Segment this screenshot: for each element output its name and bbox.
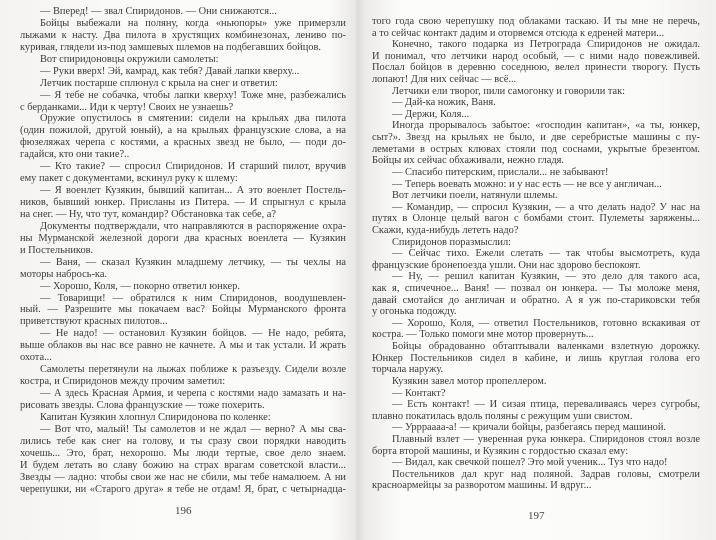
text-line: Летчик постарше сплюнул с крыла на снег и ответил:	[40, 77, 278, 89]
text-line: — Вот что, малый! Ты самолетов и не ждал — верно? А мы сва-	[40, 423, 346, 435]
text-line: ный. — Разрешите мы покачаем вас? Бойцы Мурманского фронта	[20, 304, 346, 316]
text-line: у огонька подожду.	[372, 306, 457, 318]
text-line: лыжами к насту. Два пилота в хрустящих комбинезонах, лениво по-	[20, 29, 346, 41]
paragraph	[372, 457, 700, 469]
paragraph	[372, 271, 700, 317]
paragraph	[372, 16, 700, 39]
text-line: Бойцы выбежали на поляну, когда «ньюпоры» уже примерзли	[40, 17, 346, 29]
paragraph	[20, 6, 346, 18]
text-line: плавно покатилась вдоль поляны с режущим уши свистом.	[372, 410, 633, 422]
paragraph	[20, 66, 346, 78]
paragraph	[372, 237, 700, 249]
text-line: — Товарищи! — обратился к ним Спиридонов, воодушевлен-	[40, 292, 346, 304]
paragraph	[372, 434, 700, 457]
text-line: Капитан Кузякин хлопнул Спиридонова по коленке:	[40, 411, 271, 423]
text-line: — Видал, как свечкой пошел? Это мой ученик... Туз что надо!	[392, 457, 668, 469]
text-line: лились тебе как снег на голову, и ты сразу свои порядки наводить	[20, 435, 346, 447]
text-line: того года свою черепушку под облаками таскаю. И ты мне не перечь,	[372, 16, 700, 27]
text-line: — Я тебе не собачка, чтобы лапки кверху! Тоже мне, разбежались	[40, 89, 346, 101]
text-line: — Держи, Коля...	[392, 108, 470, 120]
paragraph	[372, 202, 700, 237]
paragraph	[372, 376, 700, 388]
paragraph	[372, 190, 700, 202]
paragraph	[20, 281, 346, 293]
text-line: сыт?». Звезд на крыльях не было, и две серебристые машины с пу-	[372, 132, 700, 144]
text-line: ему пакет с документами, вскинул руку к шлему:	[20, 173, 238, 185]
text-line: — Ваня, — сказал Кузякин младшему летчику, — ты чехлы на	[40, 256, 346, 268]
text-line: Скажи, куда-нибудь лететь надо?	[372, 224, 519, 236]
paragraph	[20, 185, 346, 221]
paragraph	[20, 54, 346, 66]
text-line: Вот летчики поели, натянули шлемы.	[392, 190, 558, 202]
text-line: Конечно, такого подарка из Петрограда Спиридонов не ожидал.	[392, 39, 700, 51]
text-line: как я, спичечное... Ваня! — позвал он юнкера. — Ты моложе меня,	[372, 283, 700, 295]
text-line: охота...	[20, 352, 52, 364]
text-line: моторы набрось-ка.	[20, 268, 108, 280]
text-line: Юнкер Постельников сидел в кабине, и лишь круглая голова его	[372, 352, 700, 364]
text-line: — Теперь воевать можно: и у нас есть — не все у англичан...	[392, 178, 662, 190]
text-line: гадайся, кто они такие?..	[20, 149, 130, 161]
paragraph	[20, 18, 346, 54]
page-number-left: 196	[175, 505, 192, 517]
page-number-right: 197	[528, 510, 545, 522]
text-line: с берданками... Иди к черту! Своих не узнаешь?	[20, 101, 234, 113]
paragraph	[20, 412, 346, 424]
text-line: — Командир, — спросил Кузякин, — а что делать надо? У нас на	[392, 201, 700, 213]
text-line: лопают! Для них сейчас — всё...	[372, 74, 517, 86]
text-line: куривая, глядели из-под замшевых шлемов на подбегавших бойцов.	[20, 41, 321, 53]
paragraph	[20, 90, 346, 114]
text-line: — Кто такие? — спросил Спиридонов. И старший пилот, вручив	[40, 161, 346, 173]
paragraph	[20, 161, 346, 185]
text-line: И понимал, что летчики народ особый, — с ними надо повежливей.	[372, 50, 700, 62]
text-line: — Спасибо питерским, прислали... не забывают!	[392, 166, 609, 178]
paragraph	[20, 364, 346, 388]
text-line: Послал бойцов в деревню соседнюю, велел принести творогу. Пусть	[372, 62, 700, 74]
paragraph	[372, 179, 700, 191]
text-line: французские бронепоезда ушли. Они нас здорово беспокоят.	[372, 259, 641, 271]
text-line: Спиридонов поразмыслил:	[392, 236, 512, 248]
text-line: красноармейцы за разворотом машины. И вдруг...	[372, 480, 592, 492]
paragraph	[372, 469, 700, 492]
text-line: — Ну, — решил капитан Кузякин, — это дело для такого аса,	[392, 271, 700, 283]
text-line: Постельников дал круг над поляной. Задрав головы, смотрели	[392, 468, 700, 480]
paragraph	[372, 109, 700, 121]
text-line: хочешь... Это, брат, нехорошо. Мы люди тертые, свое дело знаем.	[20, 447, 346, 459]
paragraph	[20, 293, 346, 329]
text-line: — Вперед! — звал Спиридонов. — Они снижаются...	[40, 6, 277, 17]
paragraph	[372, 388, 700, 400]
left-page-text	[20, 6, 346, 495]
text-line: — Уррраааа-а! — кричали бойцы, разбегаясь перед машиной.	[392, 422, 667, 434]
text-line: Самолеты перетянули на лыжах поближе к разъезду. Сидели возле	[40, 364, 346, 376]
text-line: Оружие опустилось в смятении: сидели на крыльях два пилота	[40, 113, 346, 125]
text-line: — Не надо! — остановил Кузякин бойцов. — Не надо, ребята,	[40, 328, 346, 340]
paragraph	[372, 318, 700, 341]
text-line: и Постельников.	[20, 244, 94, 256]
paragraph	[372, 97, 700, 109]
text-line: — Есть контакт! — И сизая птица, переваливаясь через сугробы,	[392, 399, 700, 411]
text-line: — А здесь Красная Армия, и черепа с костями надо замазать и на-	[40, 388, 346, 399]
text-line: черепушки, ни «Старого друга» я тебе не отдам! Я, брат, с четырнадца-	[20, 483, 346, 495]
right-page-text	[372, 16, 700, 492]
text-line: на снег. — Ну, что тут, командир? Обстановка так себе, а?	[20, 208, 277, 220]
text-line: ны Мурманской железной дороги два красных военлета — Кузякин	[20, 232, 346, 244]
paragraph	[20, 113, 346, 161]
paragraph	[372, 167, 700, 179]
text-line: Плавный взлет — уверенная рука юнкера. Спиридонов стоял возле	[392, 433, 700, 445]
paragraph	[372, 86, 700, 98]
paragraph	[372, 341, 700, 376]
text-line: Иногда прорывалось забытое: «господин капитан», «а ты, юнкер,	[392, 120, 700, 132]
text-line: И будем летать во славу божию на страх врагам советской власти...	[20, 459, 346, 471]
paragraph	[20, 78, 346, 90]
text-line: давай смотайся до англичан и обратно. А я уж по-стариковски тебя	[372, 294, 700, 306]
paragraph	[372, 39, 700, 85]
text-line: борта второй машины, и Кузякин с гордостью сказал ему:	[372, 445, 629, 457]
text-line: торчала наружу.	[372, 364, 444, 376]
text-line: — Контакт?	[392, 387, 446, 399]
text-line: — Руки вверх! Эй, камрад, как тебя? Давай лапки кверху...	[40, 65, 300, 77]
text-line: выше облаков вы нас все равно не качнете. А мы и так устали. И жрать	[20, 340, 346, 352]
text-line: Кузякин завел мотор пропеллером.	[392, 375, 547, 387]
text-line: а то сейчас контакт дадим и оторвемся отсюда к едреней матери...	[372, 27, 665, 39]
text-line: Звезды — ладно: чтобы свои же нас не сбили, мы тебе намалюем. А ни	[20, 471, 346, 483]
paragraph	[20, 388, 346, 412]
text-line: рисовать звезды. Слова французские — тоже похерить.	[20, 399, 265, 411]
text-line: — Хорошо, Коля, — покорно ответил юнкер.	[40, 280, 240, 292]
paragraph	[20, 424, 346, 496]
text-line: Вот спиридоновцы окружили самолеты:	[40, 53, 219, 65]
text-line: костра, и Спиридонов между прочим заметил:	[20, 376, 226, 388]
text-line: Бойцы обрадованно обтаптывали валенками взлетную дорожку.	[392, 341, 700, 353]
text-line: костра. — Только помоги мне мотор провернуть...	[372, 329, 594, 341]
text-line: — Дай-ка ножик, Ваня.	[392, 97, 496, 109]
text-line: приветствуют красных пилотов...	[20, 316, 168, 328]
text-line: путях в Олонце целый вагон с бомбами стоит. Пулеметы заряжены...	[372, 213, 700, 225]
paragraph	[372, 399, 700, 422]
text-line: — Я военлет Кузякин, бывший капитан... А это военлет Постель-	[40, 185, 346, 197]
paragraph	[372, 422, 700, 434]
text-line: — Хорошо, Коля, — ответил Постельников, готовно вскакивая от	[392, 317, 700, 329]
paragraph	[372, 120, 700, 166]
text-line: леметами в острых клювах стояли под соснами, укрытые брезентом.	[372, 143, 700, 155]
paragraph	[372, 248, 700, 271]
text-line: Бойцы их сейчас обхаживали, нежно гладя.	[372, 155, 564, 167]
text-line: Летчики ели творог, пили самогонку и говорили так:	[392, 85, 626, 97]
text-line: ников, бывший юнкер. Присланы из Питера. — И спрыгнул с крыла	[20, 197, 346, 208]
text-line: Документы подтверждали, что направляются в распоряжение охра-	[40, 220, 346, 232]
text-line: (один пожилой, другой юный), а на крыльях французские слова, а на	[20, 125, 346, 137]
paragraph	[20, 328, 346, 364]
text-line: фюзеляжах черепа с костями, а красных звезд не было, — поди до-	[20, 137, 346, 149]
paragraph	[20, 221, 346, 257]
paragraph	[20, 257, 346, 281]
text-line: — Сейчас тихо. Ежели слетать — так чтобы высмотреть, куда	[392, 248, 700, 260]
